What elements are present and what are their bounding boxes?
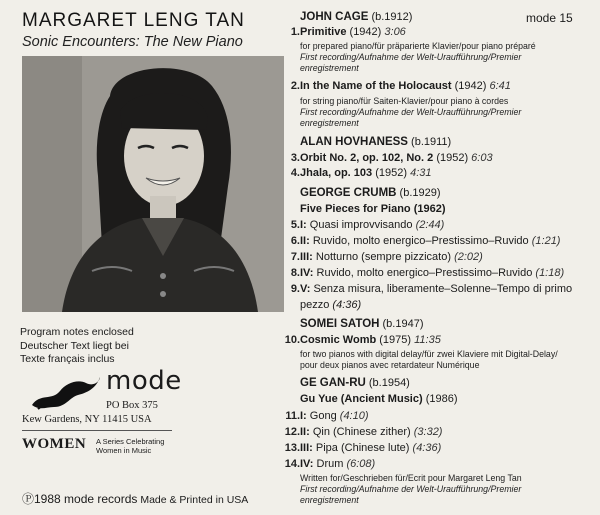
track-row <box>272 442 442 454</box>
composer-name: GEORGE CRUMB <box>300 187 397 199</box>
track-note: First recording/Aufnahme der Welt-Uraufführung/Premier <box>300 107 522 117</box>
album-title: Sonic Encounters: The New Piano <box>22 34 243 50</box>
movement-title: Drum <box>316 458 344 470</box>
movement-number: II: <box>300 235 310 247</box>
copyright <box>22 490 248 507</box>
track-title: Cosmic Womb <box>300 334 377 346</box>
track-title: Jhala, op. 103 <box>300 167 373 179</box>
movement-number: II: <box>300 426 310 438</box>
notes-line: Deutscher Text liegt bei <box>20 339 129 352</box>
track-duration: 3:06 <box>384 26 406 38</box>
series-tagline <box>96 437 164 455</box>
track-title: In the Name of the Holocaust <box>300 80 452 92</box>
track-duration: (4:36) <box>332 299 362 311</box>
track-number: 4. <box>290 167 300 179</box>
track-note: First recording/Aufnahme der Welt-Uraufführung/Premier <box>300 484 522 494</box>
track-duration: 11:35 <box>414 334 441 346</box>
track-duration: (6:08) <box>346 458 376 470</box>
composer-heading <box>300 377 410 389</box>
label-name: mode <box>106 366 182 396</box>
movement-title: Notturno (sempre pizzicato) <box>315 251 452 263</box>
composer-name: SOMEI SATOH <box>300 318 380 330</box>
composer-heading <box>300 136 451 148</box>
movement-number: III: <box>300 442 313 454</box>
track-note: enregistrement <box>300 118 359 128</box>
movement-title: Ruvido, molto energico–Prestissimo–Ruvido <box>316 267 533 279</box>
track-row <box>272 426 443 438</box>
track-year: (1942) <box>349 26 382 38</box>
track-duration: 4:31 <box>410 167 432 179</box>
movement-title: Quasi improvvisando <box>309 219 413 231</box>
composer-born: (b.1911) <box>411 136 452 148</box>
track-row <box>272 458 376 470</box>
track-note: for prepared piano/für präparierte Klavier/pour piano préparé <box>300 41 536 51</box>
track-row <box>272 267 565 279</box>
movement-number: V: <box>300 283 311 295</box>
label-city: Kew Gardens, NY 11415 USA <box>22 414 152 425</box>
track-duration: 6:41 <box>489 80 511 92</box>
composer-born: (b.1954) <box>368 377 410 389</box>
movement-number: IV: <box>300 458 314 470</box>
track-row <box>272 334 441 346</box>
track-duration: (1:21) <box>531 235 561 247</box>
track-note: for string piano/für Saiten-Klavier/pour piano à cordes <box>300 96 509 106</box>
series-name: WOMEN <box>22 436 87 452</box>
movement-number: IV: <box>300 267 314 279</box>
track-number: 9. <box>290 283 300 295</box>
track-row <box>272 251 483 263</box>
movement-title: Gong <box>309 410 337 422</box>
track-row <box>272 26 406 38</box>
track-title: Orbit No. 2, op. 102, No. 2 <box>300 152 434 164</box>
track-duration: (2:44) <box>415 219 445 231</box>
divider <box>22 430 172 431</box>
composer-born: (b.1947) <box>382 318 424 330</box>
track-number: 13. <box>284 442 300 454</box>
program-notes <box>20 326 134 367</box>
work-title <box>300 393 458 405</box>
track-number: 2. <box>290 80 300 92</box>
movement-title: Qin (Chinese zither) <box>312 426 411 438</box>
track-duration: (4:36) <box>412 442 442 454</box>
work-name: Gu Yue (Ancient Music) <box>300 393 423 405</box>
composer-heading <box>300 187 441 199</box>
track-number: 7. <box>290 251 300 263</box>
work-title: Five Pieces for Piano (1962) <box>300 203 446 215</box>
track-year: (1952) <box>375 167 408 179</box>
track-row <box>272 283 573 295</box>
movement-title: Pipa (Chinese lute) <box>315 442 410 454</box>
composer-heading <box>300 318 424 330</box>
movement-number: I: <box>300 410 307 422</box>
composer-name: JOHN CAGE <box>300 11 369 23</box>
track-title: Primitive <box>300 26 347 38</box>
artist-name: MARGARET LENG TAN <box>22 10 245 31</box>
track-number: 12. <box>284 426 300 438</box>
track-year: (1975) <box>379 334 412 346</box>
composer-heading <box>300 11 412 23</box>
series-tag-line: A Series Celebrating <box>96 437 165 446</box>
notes-line: Program notes enclosed <box>20 326 134 338</box>
label-po-box: PO Box 375 <box>106 400 158 411</box>
track-number: 14. <box>284 458 300 470</box>
mode-logo-icon <box>30 373 102 413</box>
work-year: (1986) <box>425 393 458 405</box>
track-note: Written for/Geschrieben für/Ecrit pour Margaret Leng Tan <box>300 473 522 483</box>
composer-born: (b.1912) <box>371 11 413 23</box>
track-duration: 6:03 <box>471 152 493 164</box>
track-year: (1952) <box>436 152 469 164</box>
track-number: 8. <box>290 267 300 279</box>
composer-born: (b.1929) <box>399 187 441 199</box>
track-row <box>272 219 445 231</box>
track-row <box>272 167 432 179</box>
track-row <box>272 152 493 164</box>
catalog-number: mode 15 <box>526 11 573 25</box>
movement-title-cont <box>300 299 361 311</box>
track-row <box>272 235 561 247</box>
movement-number: III: <box>300 251 313 263</box>
track-row <box>272 80 511 92</box>
track-note: First recording/Aufnahme der Welt-Uraufführung/Premier <box>300 52 522 62</box>
track-duration: (2:02) <box>454 251 483 263</box>
track-note: enregistrement <box>300 495 359 505</box>
track-number: 6. <box>290 235 300 247</box>
track-duration: (1:18) <box>535 267 565 279</box>
track-duration: (4:10) <box>339 410 369 422</box>
movement-title: Senza misura, liberamente–Solenne–Tempo di primo <box>313 283 573 295</box>
track-note: pour deux pianos avec retardateur Numérique <box>300 360 480 370</box>
made-in: Made & Printed in USA <box>140 494 249 506</box>
track-note: enregistrement <box>300 63 359 73</box>
movement-number: I: <box>300 219 307 231</box>
track-note: for two pianos with digital delay/für zwei Klaviere mit Digital-Delay/ <box>300 349 558 359</box>
movement-title-tail: pezzo <box>300 299 330 311</box>
track-duration: (3:32) <box>413 426 443 438</box>
track-year: (1942) <box>454 80 487 92</box>
series-tag-line: Women in Music <box>96 446 152 455</box>
notes-line: Texte français inclus <box>20 353 115 365</box>
track-number: 3. <box>290 152 300 164</box>
artist-photo <box>22 56 284 312</box>
composer-name: ALAN HOVHANESS <box>300 136 408 148</box>
copyright-label: Ⓟ1988 mode records <box>22 492 138 506</box>
track-number: 11. <box>285 410 300 422</box>
movement-title: Ruvido, molto energico–Prestissimo–Ruvido <box>312 235 529 247</box>
track-number: 10. <box>284 334 300 346</box>
track-number: 1. <box>290 26 300 38</box>
track-number: 5. <box>290 219 300 231</box>
track-row <box>272 410 369 422</box>
composer-name: GE GAN-RU <box>300 377 366 389</box>
